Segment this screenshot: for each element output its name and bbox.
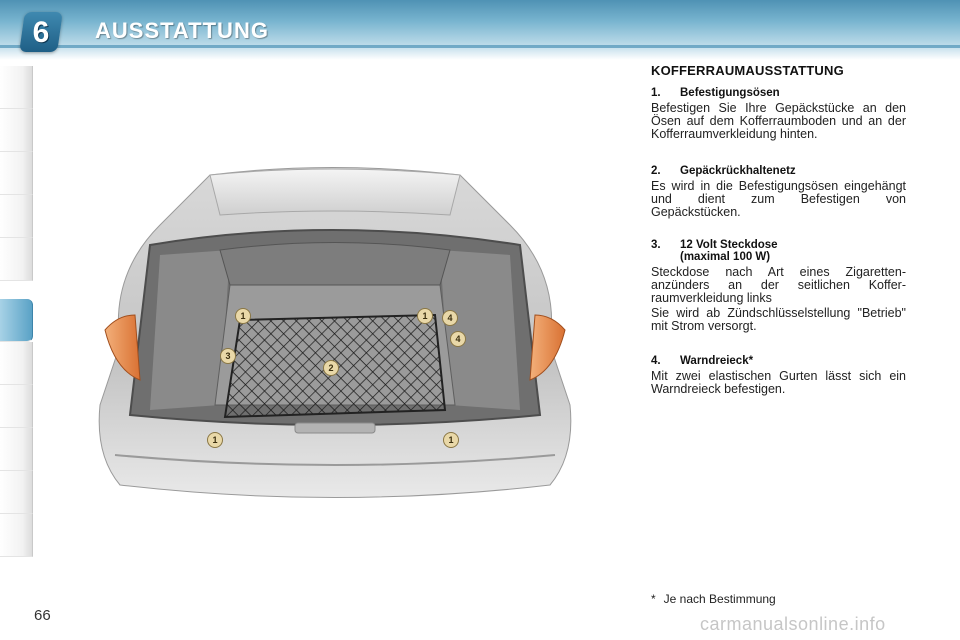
trunk-illustration bbox=[80, 155, 590, 525]
feature-number: 3. bbox=[651, 239, 661, 251]
feature-title: 12 Volt Steckdose bbox=[680, 239, 778, 251]
trunk-drawing bbox=[80, 155, 590, 525]
callout-marker: 3 bbox=[220, 348, 236, 364]
side-tab[interactable] bbox=[0, 342, 33, 385]
feature-item bbox=[651, 355, 906, 396]
footnote bbox=[651, 592, 776, 606]
callout-marker: 1 bbox=[443, 432, 459, 448]
side-tab-active[interactable] bbox=[0, 299, 33, 342]
side-tab-strip bbox=[0, 66, 34, 576]
feature-description: Es wird in die Befestigungsösen eingehängt und dient zum Befestigen von Gepäckstücken. bbox=[651, 179, 906, 219]
feature-description: Befestigen Sie Ihre Gepäckstücke an den Ösen auf dem Kofferraumboden und an der Kofferraumverkleidung hinten. bbox=[651, 101, 906, 141]
feature-subtitle: (maximal 100 W) bbox=[680, 251, 771, 263]
header-stripe bbox=[0, 45, 960, 48]
side-tab[interactable] bbox=[0, 428, 33, 471]
callout-marker: 4 bbox=[450, 331, 466, 347]
feature-item bbox=[651, 87, 906, 141]
feature-number: 4. bbox=[651, 355, 661, 367]
callout-marker: 4 bbox=[442, 310, 458, 326]
side-tab[interactable] bbox=[0, 471, 33, 514]
feature-description: Sie wird ab Zündschlüsselstellung "Betrieb" mit Strom versorgt. bbox=[651, 306, 906, 333]
feature-number: 1. bbox=[651, 87, 661, 99]
feature-description: Steckdose nach Art eines Zigaretten-anzünders an der seitlichen Koffer-raumverkleidung links bbox=[651, 265, 906, 305]
feature-item bbox=[651, 165, 906, 219]
content-column bbox=[651, 62, 906, 396]
footnote-star: * bbox=[651, 592, 656, 606]
feature-heading bbox=[651, 165, 906, 177]
side-tab[interactable] bbox=[0, 109, 33, 152]
feature-heading bbox=[651, 239, 906, 251]
side-tab[interactable] bbox=[0, 66, 33, 109]
feature-title: Gepäckrückhaltenetz bbox=[680, 165, 796, 177]
section-title: KOFFERRAUMAUSSTATTUNG bbox=[651, 63, 844, 78]
feature-heading bbox=[651, 87, 906, 99]
callout-marker: 1 bbox=[235, 308, 251, 324]
chapter-title: AUSSTATTUNG bbox=[95, 18, 269, 43]
callout-marker: 2 bbox=[323, 360, 339, 376]
feature-number: 2. bbox=[651, 165, 661, 177]
feature-heading bbox=[651, 355, 906, 367]
feature-title: Warndreieck* bbox=[680, 355, 754, 367]
feature-title: Befestigungsösen bbox=[680, 87, 780, 99]
footnote-text: Je nach Bestimmung bbox=[663, 592, 776, 606]
page-number: 66 bbox=[34, 607, 51, 624]
callout-marker: 1 bbox=[207, 432, 223, 448]
side-tab[interactable] bbox=[0, 385, 33, 428]
side-tab[interactable] bbox=[0, 514, 33, 557]
callout-marker: 1 bbox=[417, 308, 433, 324]
watermark: carmanualsonline.info bbox=[700, 614, 886, 634]
side-tab[interactable] bbox=[0, 238, 33, 281]
side-tab[interactable] bbox=[0, 195, 33, 238]
feature-description: Mit zwei elastischen Gurten lässt sich ein Warndreieck befestigen. bbox=[651, 369, 906, 396]
feature-item bbox=[651, 239, 906, 333]
side-tab[interactable] bbox=[0, 152, 33, 195]
chapter-number: 6 bbox=[32, 16, 50, 49]
